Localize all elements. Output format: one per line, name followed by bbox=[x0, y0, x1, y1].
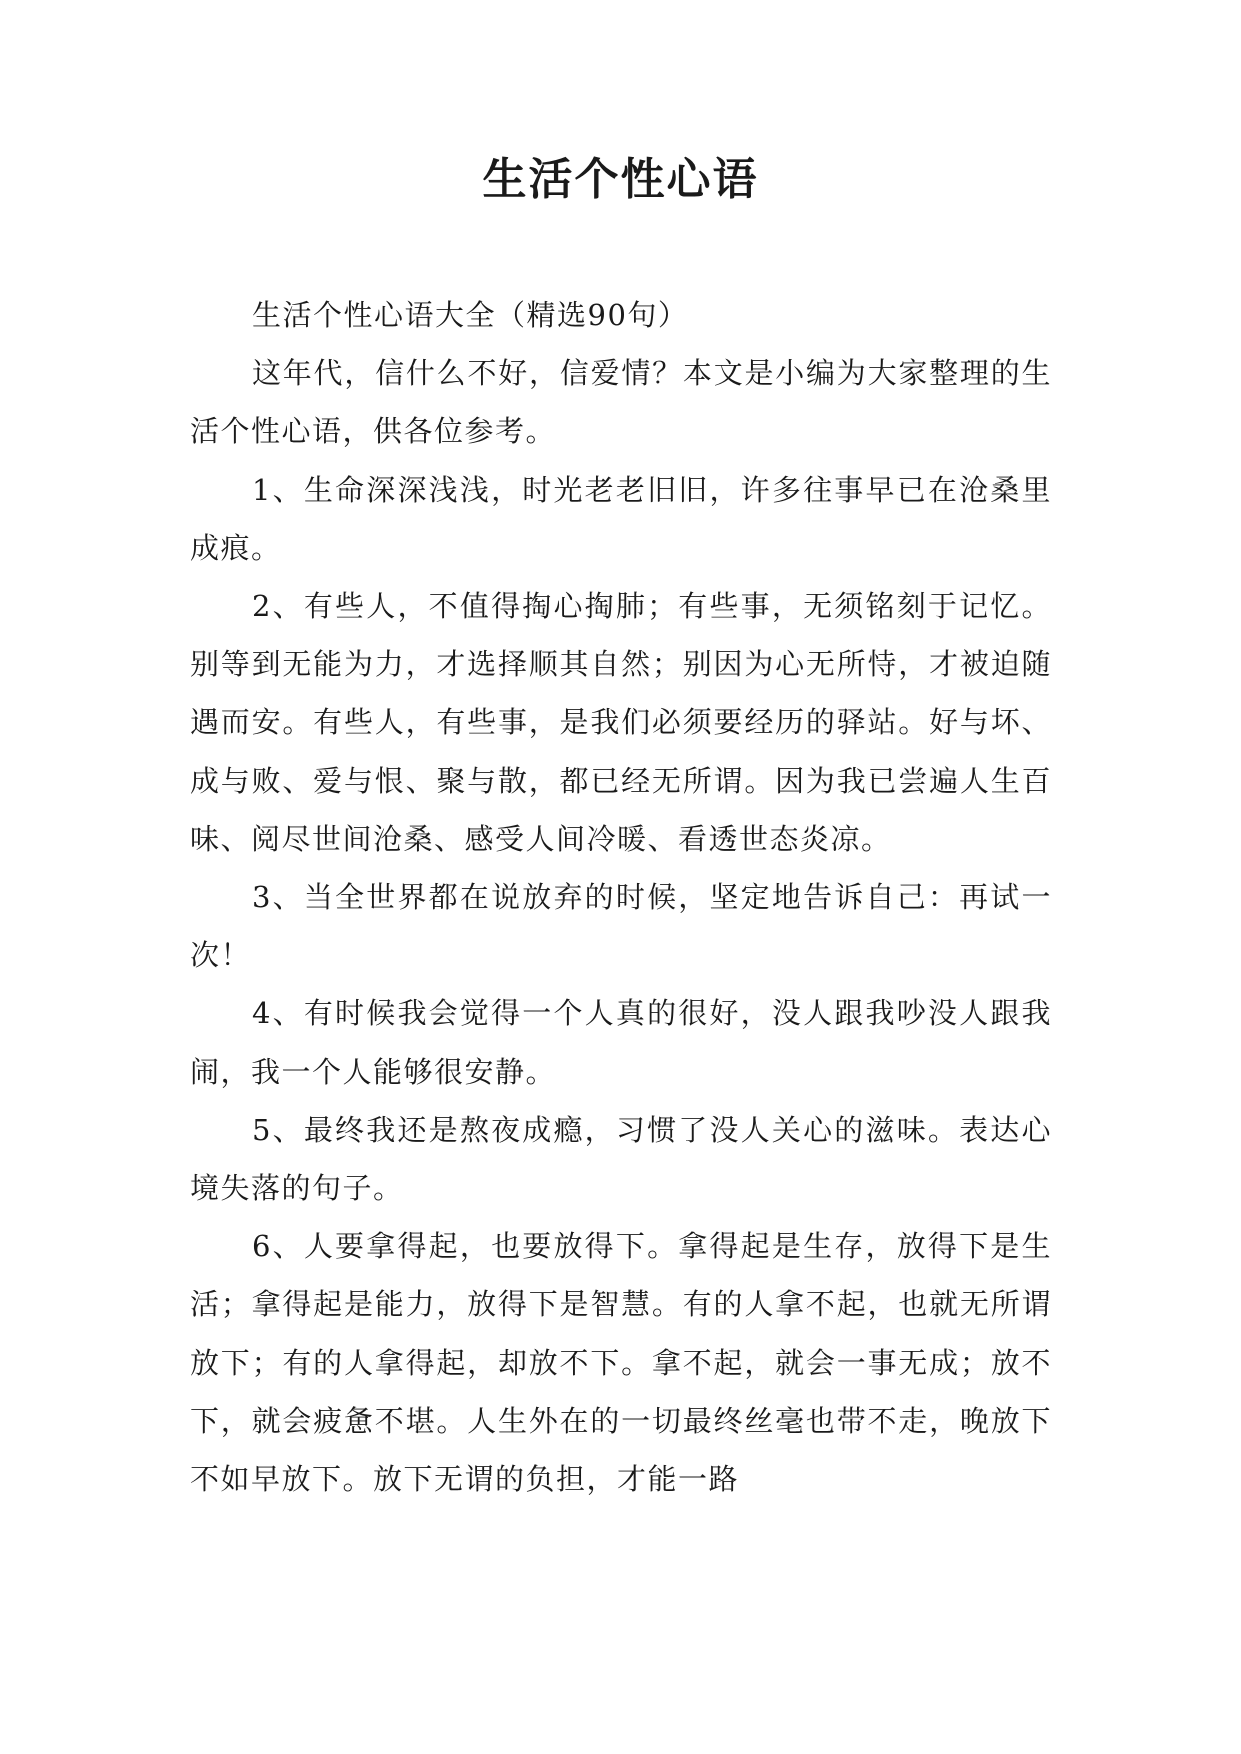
quote-paragraph-2: 2、有些人，不值得掏心掏肺；有些事，无须铭刻于记忆。别等到无能为力，才选择顺其自然；别因为心无所恃，才被迫随遇而安。有些人，有些事，是我们必须要经历的驿站。好与坏、成与败、爱与恨、聚与散，都已经无所谓。因为我已尝遍人生百味、阅尽世间沧桑、感受人间冷暖、看透世态炎凉。 bbox=[190, 589, 1052, 856]
quote-paragraph-1: 1、生命深深浅浅，时光老老旧旧，许多往事早已在沧桑里成痕。 bbox=[190, 472, 1052, 565]
intro-paragraph: 这年代，信什么不好，信爱情？本文是小编为大家整理的生活个性心语，供各位参考。 bbox=[190, 356, 1052, 449]
subtitle-paragraph: 生活个性心语大全（精选90句） bbox=[252, 298, 689, 332]
quote-paragraph-5: 5、最终我还是熬夜成瘾，习惯了没人关心的滋味。表达心境失落的句子。 bbox=[190, 1112, 1052, 1206]
document-body bbox=[190, 286, 1052, 1508]
quote-paragraph-3: 3、当全世界都在说放弃的时候，坚定地告诉自己：再试一次！ bbox=[190, 880, 1052, 973]
document-title: 生活个性心语 bbox=[482, 154, 759, 205]
quote-paragraph-4: 4、有时候我会觉得一个人真的很好，没人跟我吵没人跟我闹，我一个人能够很安静。 bbox=[190, 996, 1052, 1089]
quote-paragraph-6: 6、人要拿得起，也要放得下。拿得起是生存，放得下是生活；拿得起是能力，放得下是智慧。有的人拿不起，也就无所谓放下；有的人拿得起，却放不下。拿不起，就会一事无成；放不下，就会疲惫不堪。人生外在的一切最终丝毫也带不走，晚放下不如早放下。放下无谓的负担，才能一路 bbox=[190, 1229, 1052, 1497]
